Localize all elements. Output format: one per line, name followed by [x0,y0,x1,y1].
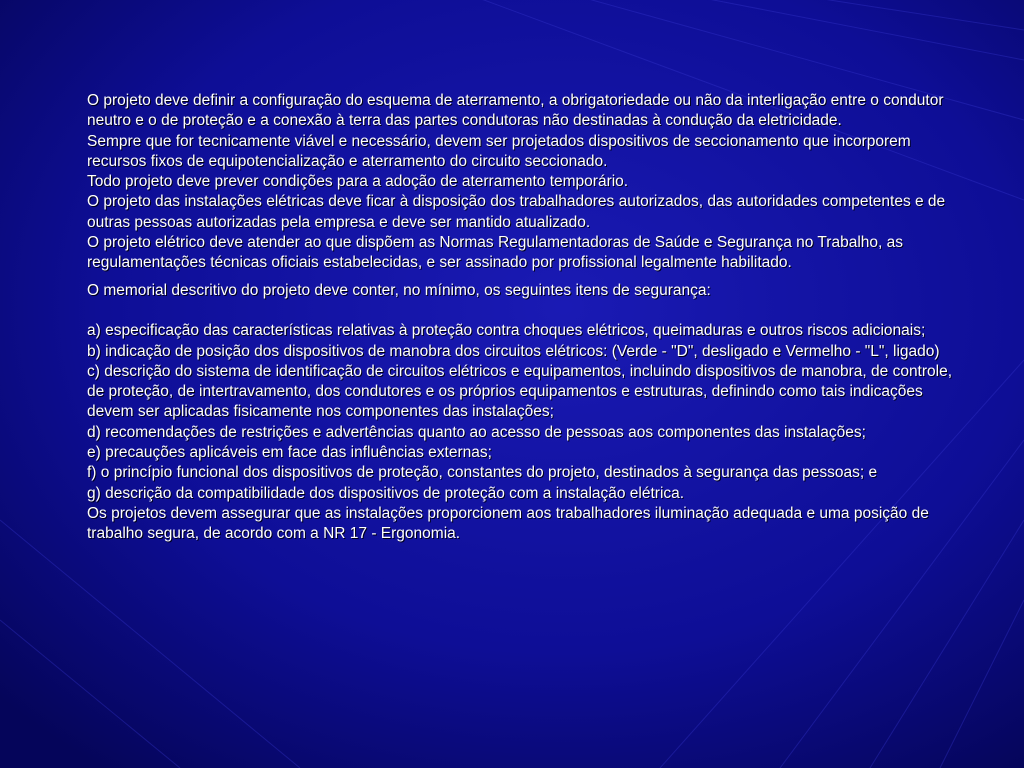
list-item: f) o princípio funcional dos dispositivos de proteção, constantes do projeto, destinados à segurança das pessoas; e [87,464,878,482]
paragraph-disconnecting-devices: Sempre que for tecnicamente viável e necessário, devem ser projetados dispositivos de seccionamento que incorporem recursos fixos de equipotencialização e aterramento do circuito seccionado. [87,132,911,170]
slide-body-text [87,91,967,545]
paragraph-project-availability: O projeto das instalações elétricas deve ficar à disposição dos trabalhadores autorizados, das autoridades competentes e de outras pessoas autorizadas pela empresa e deve ser mantido atualizado. [87,193,946,231]
paragraph-grounding-scheme: O projeto deve definir a configuração do esquema de aterramento, a obrigatoriedade ou não da interligação entre o condutor neutro e o de proteção e a conexão à terra das partes condutoras não destinadas à condução da eletricidade. [87,92,944,130]
list-item: c) descrição do sistema de identificação de circuitos elétricos e equipamentos, incluindo dispositivos de manobra, de controle, de proteção, de intertravamento, dos condutores e os próprios equipamentos e estruturas, definindo como tais indicações devem ser aplicadas fisicamente nos componentes das instalações; [87,362,953,421]
memorial-intro: O memorial descritivo do projeto deve conter, no mínimo, os seguintes itens de segurança: [87,281,711,299]
list-item: d) recomendações de restrições e advertências quanto ao acesso de pessoas aos componentes das instalações; [87,423,866,441]
list-item: e) precauções aplicáveis em face das influências externas; [87,444,492,462]
list-item: g) descrição da compatibilidade dos dispositivos de proteção com a instalação elétrica. [87,484,685,502]
spacer [87,301,967,321]
paragraph-regulations-compliance: O projeto elétrico deve atender ao que dispõem as Normas Regulamentadoras de Saúde e Segurança no Trabalho, as regulamentações técnicas oficiais estabelecidas, e ser assinado por profissional legalmente habilitado. [87,234,903,272]
list-item: b) indicação de posição dos dispositivos de manobra dos circuitos elétricos: (Verde - "D", desligado e Vermelho - "L", ligado) [87,342,940,360]
paragraph-temporary-grounding: Todo projeto deve prever condições para a adoção de aterramento temporário. [87,173,629,191]
spacer [87,274,967,281]
closing-paragraph: Os projetos devem assegurar que as instalações proporcionem aos trabalhadores iluminação adequada e uma posição de trabalho segura, de acordo com a NR 17 - Ergonomia. [87,504,929,543]
list-item: a) especificação das características relativas à proteção contra choques elétricos, queimaduras e outros riscos adicionais; [87,322,926,340]
